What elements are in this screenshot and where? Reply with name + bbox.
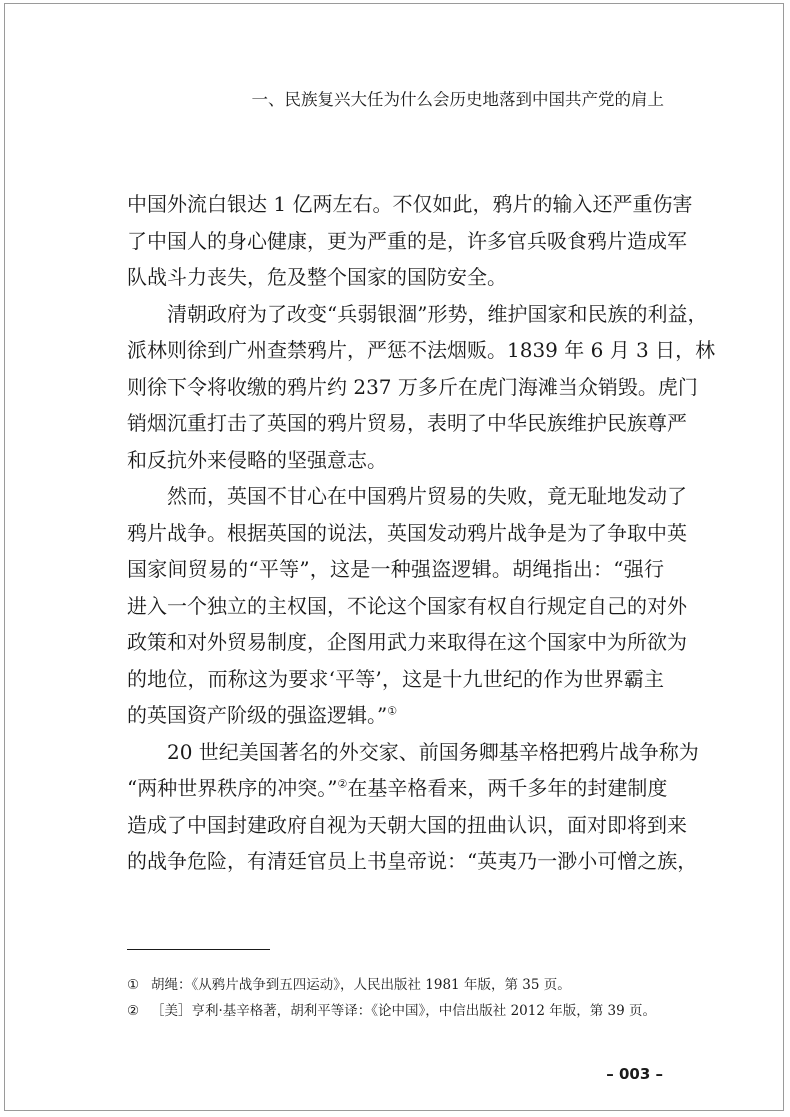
text-line: 派林则徐到广州查禁鸦片，严惩不法烟贩。1839 年 6 月 3 日，林 (127, 338, 716, 362)
paragraph-4 (127, 734, 699, 880)
text-line-content: 的英国资产阶级的强盗逻辑。” (127, 703, 388, 727)
text-line: 销烟沉重打击了英国的鸦片贸易，表明了中华民族维护民族尊严 (127, 411, 687, 435)
body-text (127, 186, 716, 880)
footnote-text: 胡绳：《从鸦片战争到五四运动》，人民出版社 1981 年版，第 35 页。 (151, 977, 571, 993)
text-line (127, 697, 664, 734)
text-line: 政策和对外贸易制度，企图用武力来取得在这个国家中为所欲为 (127, 630, 687, 654)
text-line: 中国外流白银达 1 亿两左右。不仅如此，鸦片的输入还严重伤害 (127, 192, 693, 216)
footnote-marker: ① (127, 977, 140, 993)
text-line: 造成了中国封建政府自视为天朝大国的扭曲认识，面对即将到来 (127, 812, 687, 837)
text-line: 国家间贸易的“平等”，这是一种强盗逻辑。胡绳指出：“强行 (127, 557, 664, 581)
paragraph-3 (127, 478, 687, 734)
footnote-text: ［美］亨利·基辛格著，胡利平等译：《论中国》，中信出版社 2012 年版，第 39 页。 (151, 1003, 656, 1019)
text-line: 和反抗外来侵略的坚强意志。 (127, 447, 387, 472)
footnote-ref-2[interactable]: ② (337, 777, 348, 791)
text-line: 鸦片战争。根据英国的说法，英国发动鸦片战争是为了争取中英 (127, 520, 687, 545)
quote-text: “两种世界秩序的冲突。” (127, 776, 338, 800)
footnote-marker: ② (127, 1003, 140, 1019)
text-line: 则徐下令将收缴的鸦片约 237 万多斤在虎门海滩当众销毁。虎门 (127, 374, 698, 399)
running-header: 一、民族复兴大任为什么会历史地落到中国共产党的肩上 (251, 90, 664, 109)
footnote-2 (127, 998, 667, 1024)
text-line: 的地位，而称这为要求‘平等’，这是十九世纪的作为世界霸主 (127, 666, 664, 691)
paragraph-2 (127, 296, 716, 479)
text-line (127, 770, 668, 807)
text-line: 了中国人的身心健康，更为严重的是，许多官兵吸食鸦片造成军 (127, 228, 687, 253)
text-line: 进入一个独立的主权国，不论这个国家有权自行规定自己的对外 (127, 593, 687, 618)
text-line: 队战斗力丧失，危及整个国家的国防安全。 (127, 265, 507, 289)
text-continuation: 在基辛格看来，两千多年的封建制度 (347, 776, 668, 800)
page-number: – 003 – (606, 1065, 663, 1083)
paragraph-1 (127, 186, 693, 296)
footnote-divider (127, 949, 270, 950)
text-line: 然而，英国不甘心在中国鸦片贸易的失败，竟无耻地发动了 (167, 484, 687, 508)
footnotes (127, 972, 667, 1024)
text-line: 清朝政府为了改变“兵弱银涸”形势，维护国家和民族的利益， (167, 301, 708, 326)
footnote-1 (127, 972, 667, 998)
footnote-ref-1[interactable]: ① (387, 704, 398, 718)
text-line: 的战争危险，有清廷官员上书皇帝说：“英夷乃一渺小可憎之族， (127, 849, 698, 873)
text-line: 20 世纪美国著名的外交家、前国务卿基辛格把鸦片战争称为 (167, 739, 699, 764)
